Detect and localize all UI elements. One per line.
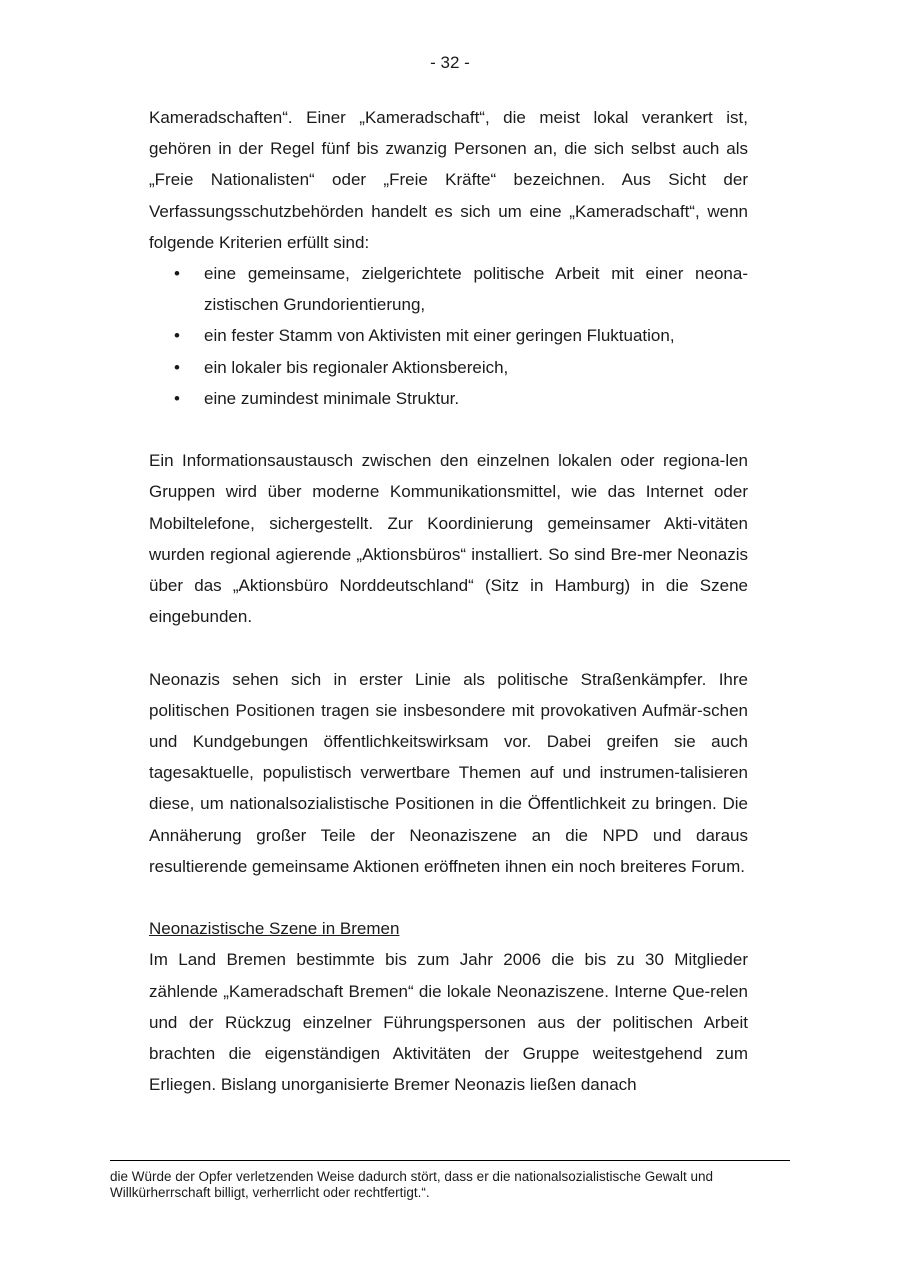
footnote: die Würde der Opfer verletzenden Weise dadurch stört, dass er die nationalsozialistische Gewalt und Willkürherrschaft billigt, verherrlicht oder rechtfertigt.“. xyxy=(110,1169,714,1200)
criteria-list xyxy=(149,258,748,414)
list-item-text: ein lokaler bis regionaler Aktionsbereich, xyxy=(204,357,509,377)
bullet-icon: • xyxy=(174,357,180,377)
paragraph-kameradschaften: Kameradschaften“. Einer „Kameradschaft“, die meist lokal verankert ist, gehören in der Regel fünf bis zwanzig Personen an, die sich selbst auch als „Freie Nationalisten“ oder „Freie Kräfte“ bezeichnen. Aus Sicht der Verfassungsschutzbehörden handelt es sich um eine „Kameradschaft“, wenn folgende Kriterien erfüllt sind: xyxy=(149,108,748,252)
list-item xyxy=(149,352,748,383)
list-item xyxy=(149,383,748,414)
paragraph-strassenkaempfer: Neonazis sehen sich in erster Linie als politische Straßenkämpfer. Ihre politischen Positionen tragen sie insbesondere mit provokativen Aufmär-schen und Kundgebungen öffentlichkeitswirksam vor. Dabei greifen sie auch tagesaktuelle, populistisch verwertbare Themen auf und instrumen-talisieren diese, um nationalsozialistische Positionen in die Öffentlichkeit zu bringen. Die Annäherung großer Teile der Neonaziszene an die NPD und daraus resultierende gemeinsame Aktionen eröffneten ihnen ein noch breiteres Forum. xyxy=(149,669,748,876)
footnote-divider xyxy=(110,1160,790,1161)
list-item xyxy=(149,258,748,320)
list-item xyxy=(149,320,748,351)
paragraph-bremen: Im Land Bremen bestimmte bis zum Jahr 2006 die bis zu 30 Mitglieder zählende „Kameradschaft Bremen“ die lokale Neonaziszene. Interne Que-relen und der Rückzug einzelner Führungspersonen aus der politischen Arbeit brachten die eigenständigen Aktivitäten der Gruppe weitestgehend zum Erliegen. Bislang unorganisierte Bremer Neonazis ließen danach xyxy=(149,950,748,1095)
page-number: - 32 - xyxy=(430,53,470,72)
paragraph-informationsaustausch: Ein Informationsaustausch zwischen den einzelnen lokalen oder regiona-len Gruppen wird über moderne Kommunikationsmittel, wie das Internet oder Mobiltelefone, sichergestellt. Zur Koordinierung gemeinsamer Akti-vitäten wurden regional agierende „Aktionsbüros“ installiert. So sind Bre-mer Neonazis über das „Aktionsbüro Norddeutschland“ (Sitz in Hamburg) in die Szene eingebunden. xyxy=(149,451,748,627)
section-heading: Neonazistische Szene in Bremen xyxy=(149,919,400,939)
bullet-icon: • xyxy=(174,326,180,346)
bullet-icon: • xyxy=(174,264,180,284)
list-item-text: ein fester Stamm von Aktivisten mit einer geringen Fluktuation, xyxy=(204,326,675,346)
list-item-text: eine gemeinsame, zielgerichtete politische Arbeit mit einer neona-zistischen Grundorientierung, xyxy=(204,264,748,315)
list-item-text: eine zumindest minimale Struktur. xyxy=(204,388,460,408)
main-text xyxy=(149,102,748,1100)
bullet-icon: • xyxy=(174,388,180,408)
